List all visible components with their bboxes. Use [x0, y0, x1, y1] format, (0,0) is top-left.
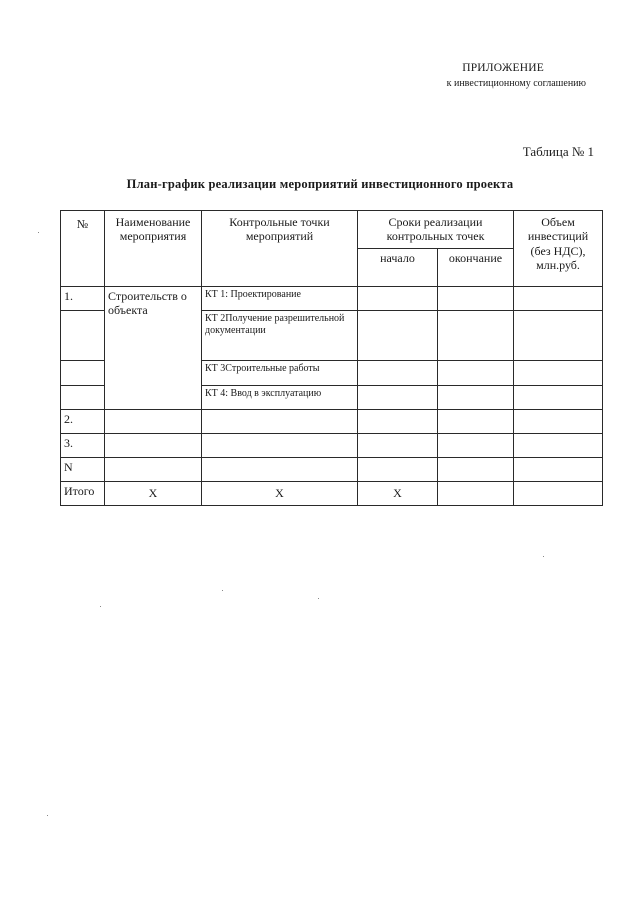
col-deadlines-header: Сроки реализации контрольных точек [358, 211, 514, 249]
row-number: 1. [61, 287, 105, 311]
row-number [61, 386, 105, 410]
activity-name-cell [105, 434, 202, 458]
row-number: N [61, 458, 105, 482]
scan-speck [222, 590, 223, 591]
start-cell [358, 361, 438, 386]
end-cell [438, 361, 514, 386]
col-number-header: № [61, 211, 105, 287]
investment-cell [514, 386, 603, 410]
investment-cell [514, 434, 603, 458]
col-activity-header: Наименование мероприятия [105, 211, 202, 287]
row-number: 2. [61, 410, 105, 434]
row-number [61, 361, 105, 386]
end-cell [438, 434, 514, 458]
total-end-cell [438, 482, 514, 506]
scan-speck [543, 556, 544, 557]
investment-cell [514, 410, 603, 434]
start-cell [358, 434, 438, 458]
checkpoint-cell: КТ 1: Проектирование [202, 287, 358, 311]
document-title: План-график реализации мероприятий инвестиционного проекта [126, 177, 514, 191]
investment-cell [514, 458, 603, 482]
table-row [61, 410, 603, 434]
scan-speck [38, 232, 39, 233]
total-activity-mark: Х [105, 482, 202, 506]
header-row [61, 211, 603, 249]
table-row [61, 287, 603, 311]
end-cell [438, 410, 514, 434]
investment-cell [514, 311, 603, 361]
end-cell [438, 458, 514, 482]
checkpoint-cell [202, 410, 358, 434]
end-cell [438, 386, 514, 410]
table-number: Таблица № 1 [522, 144, 594, 159]
scan-speck [100, 606, 101, 607]
scan-speck [47, 815, 48, 816]
col-checkpoints-header: Контрольные точки мероприятий [202, 211, 358, 287]
activity-name-cell [105, 410, 202, 434]
plan-schedule-table [60, 210, 603, 506]
activity-name-cell: Строительств о объекта [105, 287, 202, 410]
total-start-mark: Х [358, 482, 438, 506]
end-cell [438, 311, 514, 361]
appendix-title: ПРИЛОЖЕНИЕ [462, 62, 544, 74]
appendix-subtitle: к инвестиционному соглашению [446, 78, 586, 89]
col-start-header: начало [358, 249, 438, 287]
row-number [61, 311, 105, 361]
total-label: Итого [61, 482, 105, 506]
total-checkpoints-mark: Х [202, 482, 358, 506]
col-end-header: окончание [438, 249, 514, 287]
start-cell [358, 287, 438, 311]
total-row [61, 482, 603, 506]
start-cell [358, 311, 438, 361]
checkpoint-cell [202, 434, 358, 458]
table-row [61, 458, 603, 482]
total-investment-cell [514, 482, 603, 506]
start-cell [358, 410, 438, 434]
scan-speck [318, 598, 319, 599]
start-cell [358, 386, 438, 410]
investment-cell [514, 287, 603, 311]
checkpoint-cell: КТ 2Получение разрешительной документации [202, 311, 358, 361]
activity-name-cell [105, 458, 202, 482]
col-investment-header: Объем инвестиций (без НДС), млн.руб. [514, 211, 603, 287]
checkpoint-cell: КТ 4: Ввод в эксплуатацию [202, 386, 358, 410]
row-number: 3. [61, 434, 105, 458]
table-row [61, 434, 603, 458]
checkpoint-cell [202, 458, 358, 482]
start-cell [358, 458, 438, 482]
checkpoint-cell: КТ 3Строительные работы [202, 361, 358, 386]
end-cell [438, 287, 514, 311]
investment-cell [514, 361, 603, 386]
